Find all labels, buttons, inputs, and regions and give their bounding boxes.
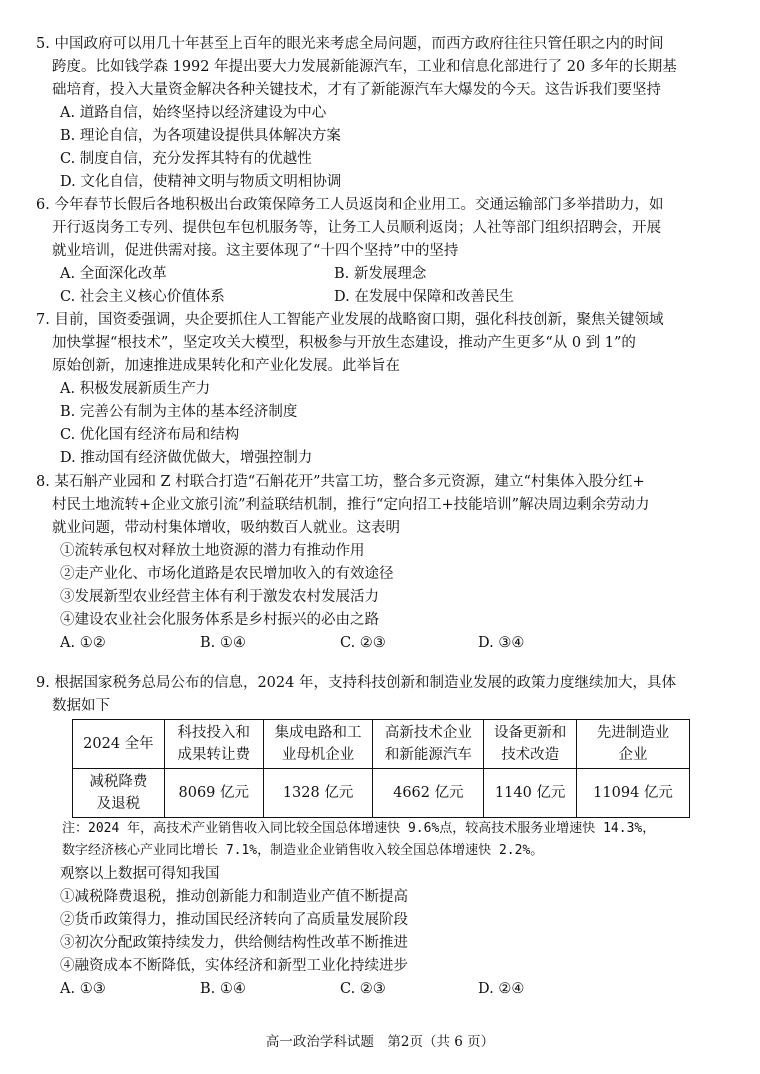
q7-option-d: D. 推动国有经济做优做大，增强控制力 (60, 450, 313, 466)
q8-statement-3: ③发展新型农业经营主体有利于激发农村发展活力 (60, 589, 379, 605)
table-header-cell: 集成电路和工 业母机企业 (263, 720, 373, 769)
table-header-row (73, 720, 690, 769)
q7-stem-line-3: 原始创新，加速推进成果转化和产业化发展。此举旨在 (52, 358, 400, 374)
q9-option-a: A. ①③ (60, 981, 106, 997)
q7-option-c: C. 优化国有经济布局和结构 (60, 427, 240, 443)
table-header-cell: 设备更新和 技术改造 (484, 720, 577, 769)
q9-option-b: B. ①④ (200, 981, 246, 997)
q8-option-b: B. ①④ (200, 635, 246, 651)
q8-statement-2: ②走产业化、市场化道路是农民增加收入的有效途径 (60, 566, 394, 582)
q9-statement-3: ③初次分配政策持续发力，供给侧结构性改革不断推进 (60, 935, 408, 951)
q9-stem-question: 观察以上数据可得知我国 (60, 866, 220, 882)
q6-option-a: A. 全面深化改革 (60, 266, 167, 282)
q6-option-c: C. 社会主义核心价值体系 (60, 289, 225, 305)
q8-option-a: A. ①② (60, 635, 106, 651)
q8-stem-line-2: 村民土地流转+企业文旅引流”利益联结机制，推行“定向招工+技能培训”解决周边剩余劳动力 (52, 497, 650, 513)
q6-stem-line-3: 就业培训，促进供需对接。这主要体现了“十四个坚持”中的坚持 (52, 243, 459, 259)
table-cell: 1328 亿元 (263, 769, 373, 818)
q8-option-c: C. ②③ (340, 635, 386, 651)
q5-option-d: D. 文化自信，使精神文明与物质文明相协调 (60, 174, 342, 190)
q5-option-b: B. 理论自信，为各项建设提供具体解决方案 (60, 128, 341, 144)
table-header-cell: 先进制造业 企业 (577, 720, 690, 769)
q9-note-line-2: 数字经济核心产业同比增长 7.1%，制造业企业销售收入较全国总体增速快 2.2%。 (62, 843, 544, 858)
q9-stem-line-2: 数据如下 (52, 698, 110, 714)
table-header-cell: 科技投入和 成果转让费 (164, 720, 263, 769)
q6-stem-line-2: 开行返岗务工专列、提供包车包机服务等，让务工人员顺利返岗；人社等部门组织招聘会，开展 (52, 220, 661, 236)
page-footer: 高一政治学科试题 第2页（共 6 页） (265, 1034, 495, 1050)
q6-option-b: B. 新发展理念 (334, 266, 427, 282)
q8-stem-line-3: 就业问题，带动村集体增收，吸纳数百人就业。这表明 (52, 520, 400, 536)
q8-statement-4: ④建设农业社会化服务体系是乡村振兴的必由之路 (60, 612, 379, 628)
q7-stem-line-1: 7. 目前，国资委强调，央企要抓住人工智能产业发展的战略窗口期，强化科技创新，聚焦关键领域 (36, 312, 664, 328)
q9-option-c: C. ②③ (340, 981, 386, 997)
table-row (73, 769, 690, 818)
q6-stem-line-1: 6. 今年春节长假后各地积极出台政策保障务工人员返岗和企业用工。交通运输部门多举措助力，如 (36, 197, 664, 213)
q7-stem-line-2: 加快掌握“根技术”，坚定攻关大模型，积极参与开放生态建设，推动产生更多“从 0 到 1”的 (52, 335, 636, 351)
q9-statement-2: ②货币政策得力，推动国民经济转向了高质量发展阶段 (60, 912, 408, 928)
table-row-label: 减税降费 及退税 (73, 769, 165, 818)
q9-statement-1: ①减税降费退税，推动创新能力和制造业产值不断提高 (60, 889, 408, 905)
q9-option-d: D. ②④ (478, 981, 525, 997)
q6-option-d: D. 在发展中保障和改善民生 (334, 289, 514, 305)
q9-note-line-1: 注：2024 年，高技术产业销售收入同比较全国总体增速快 9.6%点，较高技术服务业增速快 14.3%， (62, 821, 656, 836)
q5-stem-line-2: 跨度。比如钱学森 1992 年提出要大力发展新能源汽车，工业和信息化部进行了 20 多年的长期基 (52, 59, 677, 75)
q9-statement-4: ④融资成本不断降低，实体经济和新型工业化持续进步 (60, 958, 408, 974)
q8-stem-line-1: 8. 某石斛产业园和 Z 村联合打造“石斛花开”共富工坊，整合多元资源，建立“村集体入股分红+ (36, 474, 645, 490)
q8-statement-1: ①流转承包权对释放土地资源的潜力有推动作用 (60, 543, 365, 559)
q5-stem-line-3: 础培育，投入大量资金解决各种关键技术，才有了新能源汽车大爆发的今天。这告诉我们要坚持 (52, 82, 661, 98)
q8-option-d: D. ③④ (478, 635, 525, 651)
table-cell: 4662 亿元 (373, 769, 484, 818)
q9-stem-line-1: 9. 根据国家税务总局公布的信息，2024 年，支持科技创新和制造业发展的政策力度继续加大，具体 (36, 675, 676, 691)
table-cell: 1140 亿元 (484, 769, 577, 818)
table-cell: 8069 亿元 (164, 769, 263, 818)
table-cell: 11094 亿元 (577, 769, 690, 818)
table-header-cell: 高新技术企业 和新能源汽车 (373, 720, 484, 769)
q5-option-a: A. 道路自信，始终坚持以经济建设为中心 (60, 105, 327, 121)
q7-option-b: B. 完善公有制为主体的基本经济制度 (60, 404, 298, 420)
q7-option-a: A. 积极发展新质生产力 (60, 381, 211, 397)
table-corner-cell: 2024 全年 (73, 720, 165, 769)
q5-option-c: C. 制度自信，充分发挥其特有的优越性 (60, 151, 312, 167)
q5-stem-line-1: 5. 中国政府可以用几十年甚至上百年的眼光来考虑全局问题，而西方政府往往只管任职之内的时间 (36, 36, 664, 52)
tax-data-table (72, 719, 690, 818)
